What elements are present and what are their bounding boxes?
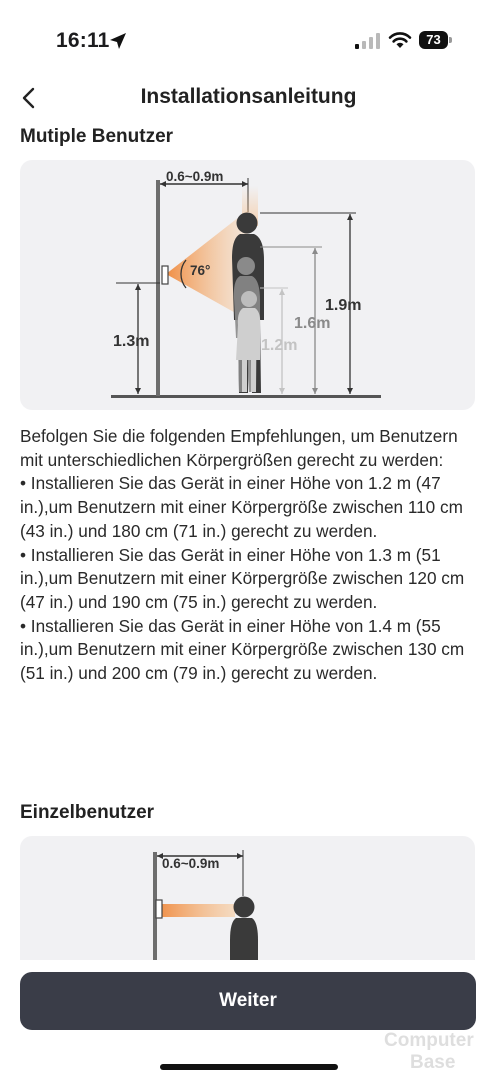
height-label-1-6m: 1.6m	[294, 315, 331, 332]
battery-level: 73	[426, 32, 441, 47]
multi-user-illustration	[20, 160, 475, 410]
instruction-item: • Installieren Sie das Gerät in einer Höhe von 1.3 m (51 in.),um Benutzern mit einer Körpergröße zwischen 120 cm (47 in.) und 190 cm (75 in.) gerecht zu werden.	[20, 544, 465, 612]
section-title-single-user: Einzelbenutzer	[20, 802, 155, 823]
watermark-logo	[384, 1024, 494, 1074]
page-title: Installationsanleitung	[140, 85, 357, 108]
svg-text:Computer: Computer	[384, 1030, 474, 1051]
wifi-icon	[388, 31, 412, 49]
home-indicator	[160, 1064, 338, 1070]
location-arrow-icon	[108, 31, 128, 51]
instruction-item: • Installieren Sie das Gerät in einer Höhe von 1.4 m (55 in.),um Benutzern mit einer Körpergröße zwischen 130 cm (51 in.) und 200 cm (79 in.) gerecht zu werden.	[20, 615, 465, 684]
nav-bar	[0, 78, 497, 118]
battery-indicator	[419, 31, 453, 49]
height-label-1-9m: 1.9m	[325, 297, 362, 314]
status-time: 16:11	[56, 29, 110, 52]
angle-label: 76°	[190, 263, 211, 278]
height-label-1-2m: 1.2m	[261, 337, 298, 354]
continue-button[interactable]: Weiter	[20, 972, 476, 1030]
instruction-text	[20, 425, 480, 686]
cellular-signal-icon	[355, 33, 381, 49]
device-height-label: 1.3m	[113, 333, 150, 350]
instruction-intro: Befolgen Sie die folgenden Empfehlungen, um Benutzern mit unterschiedlichen Körpergrößen gerecht zu werden:	[20, 426, 458, 470]
status-bar	[0, 0, 497, 80]
instruction-item: • Installieren Sie das Gerät in einer Höhe von 1.2 m (47 in.),um Benutzern mit einer Körpergröße zwischen 110 cm (43 in.) und 180 cm (71 in.) gerecht zu werden.	[20, 473, 463, 541]
distance-label: 0.6~0.9m	[162, 856, 220, 871]
svg-text:Base: Base	[410, 1052, 456, 1073]
multi-user-diagram	[20, 160, 475, 410]
section-title-multiple-users: Mutiple Benutzer	[20, 126, 174, 147]
distance-label: 0.6~0.9m	[166, 169, 224, 184]
